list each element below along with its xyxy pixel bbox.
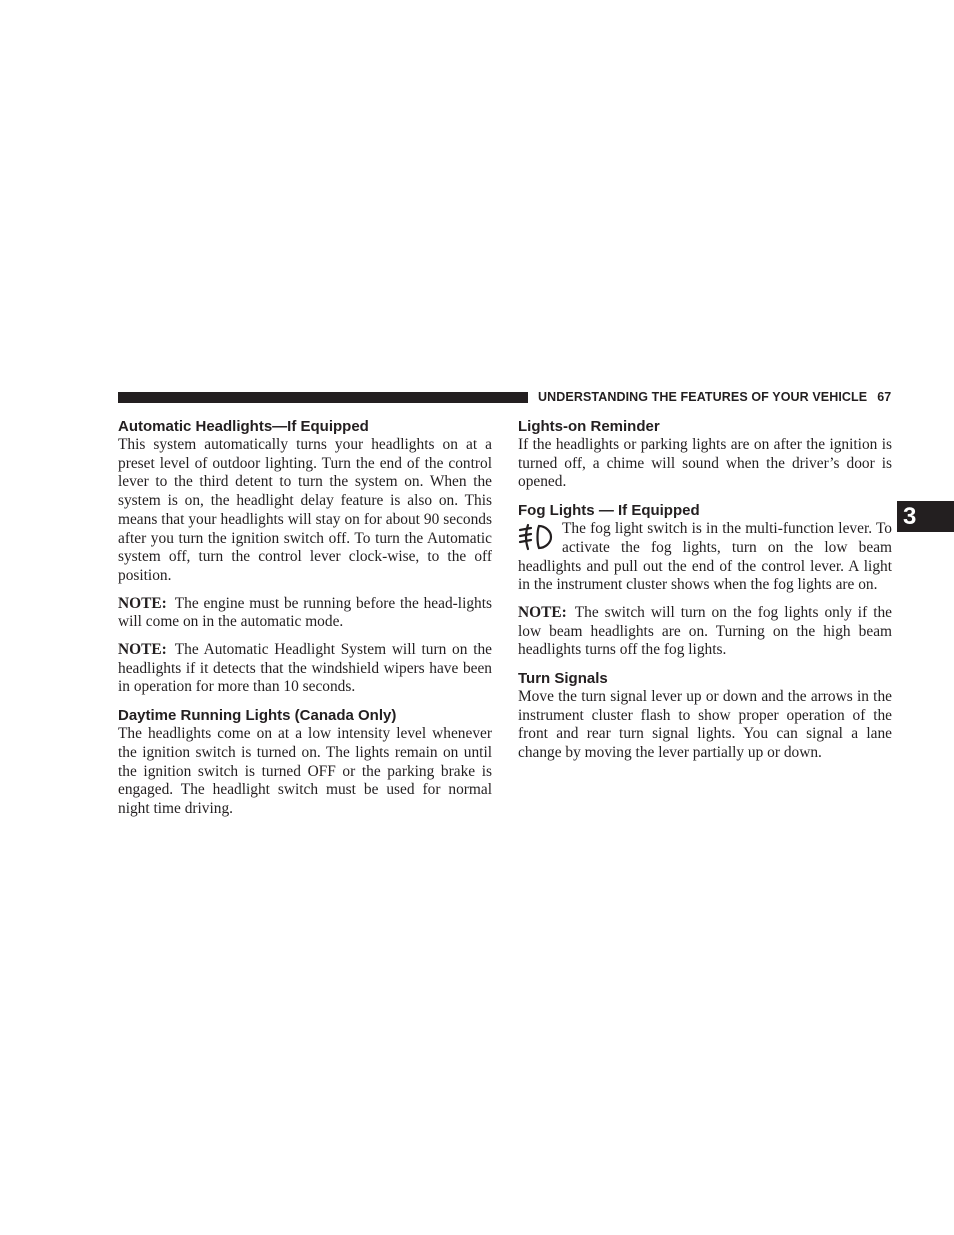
turn-signals-body: Move the turn signal lever up or down and the arrows in the instrument cluster flash to show proper operation of the front and rear turn signal lights. You can signal a lane change by moving the lever partially up or down. <box>518 688 892 762</box>
note-label: NOTE: <box>118 641 167 659</box>
note-text: The Automatic Headlight System will turn on the headlights if it detects that the windshield wipers have been in operation for more than 10 seconds. <box>118 641 492 696</box>
lights-on-reminder-heading: Lights-on Reminder <box>518 418 660 435</box>
note-fog-switch <box>518 604 892 660</box>
fog-lights-heading: Fog Lights — If Equipped <box>518 502 700 520</box>
note-text: The switch will turn on the fog lights only if the low beam headlights are on. Turning on the high beam headlights turns off the fog lights. <box>518 603 892 659</box>
turn-signals-heading: Turn Signals <box>518 670 608 688</box>
note-wipers <box>118 641 492 697</box>
note-engine-running <box>118 595 492 632</box>
page-number: 67 <box>877 390 892 404</box>
auto-headlights-heading: Automatic Headlights—If Equipped <box>118 418 369 435</box>
note-text: The engine must be running before the head-lights will come on in the automatic mode. <box>118 594 492 631</box>
drl-heading: Daytime Running Lights (Canada Only) <box>118 707 397 725</box>
drl-body: The headlights come on at a low intensity level whenever the ignition switch is turned on. The lights remain on until the ignition switch is turned OFF or the parking brake is engaged. The headlight switch must be used for normal night time driving. <box>118 725 492 817</box>
auto-headlights-body: This system automatically turns your headlights on at a preset level of outdoor lighting. Turn the end of the control lever to the third detent to turn the system on. When the system is on, the headlight delay feature is also on. This means that your headlights will stay on for about 90 seconds after you turn the ignition switch off. To turn the Automatic system off, turn the control lever clock-wise, to the off position. <box>118 436 492 584</box>
chapter-tab: 3 <box>897 501 954 532</box>
left-column <box>118 417 492 828</box>
fog-lights-section <box>518 520 892 595</box>
lights-on-reminder-body: If the headlights or parking lights are on after the ignition is turned off, a chime will sound when the driver’s door is opened. <box>518 436 892 491</box>
fog-lights-body: The fog light switch is in the multi-function lever. To activate the fog lights, turn on the low beam headlights and pull out the end of the control lever. A light in the instrument cluster shows when the fog lights are on. <box>518 520 892 594</box>
header-rule <box>118 392 528 403</box>
note-label: NOTE: <box>518 603 567 621</box>
note-label: NOTE: <box>118 594 167 612</box>
running-header <box>538 390 891 404</box>
fog-light-icon <box>518 523 556 551</box>
right-column <box>518 417 892 772</box>
running-title: UNDERSTANDING THE FEATURES OF YOUR VEHICLE <box>538 390 868 404</box>
